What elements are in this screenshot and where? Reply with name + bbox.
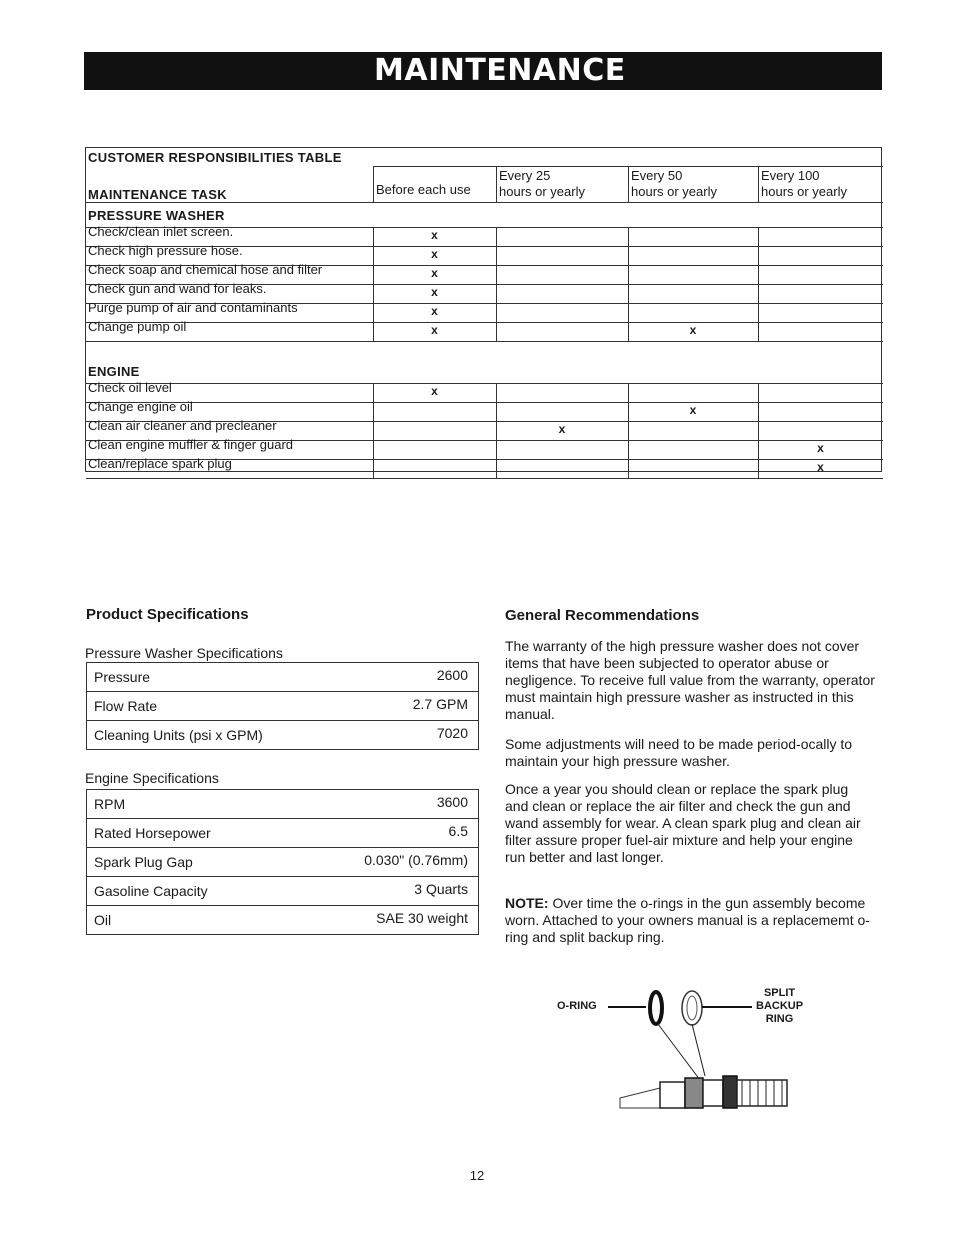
task-cell: Clean engine muffler & finger guard	[88, 438, 293, 452]
table-title: CUSTOMER RESPONSIBILITIES TABLE	[88, 151, 342, 165]
spec-label: Spark Plug Gap	[94, 854, 193, 870]
customer-responsibilities-table	[85, 147, 882, 472]
mark-cell: x	[431, 228, 438, 242]
oring-figure	[600, 980, 820, 1110]
rule	[758, 265, 759, 284]
spec-label: Cleaning Units (psi x GPM)	[94, 727, 263, 743]
rule	[373, 227, 374, 246]
rule	[758, 284, 759, 303]
task-cell: Check oil level	[88, 381, 172, 395]
rule	[373, 402, 374, 421]
rule	[373, 246, 374, 265]
rule	[758, 246, 759, 265]
rule	[628, 440, 629, 459]
mark-cell: x	[817, 441, 824, 455]
column-header: Every 50 hours or yearly	[631, 168, 717, 199]
rule	[373, 303, 374, 322]
task-cell: Change pump oil	[88, 320, 187, 334]
rule	[86, 202, 883, 203]
task-cell: Check high pressure hose.	[88, 244, 243, 258]
header-banner	[84, 52, 882, 90]
rule	[373, 322, 374, 341]
rule	[758, 440, 759, 459]
rule	[496, 459, 497, 478]
spec-value: 2.7 GPM	[412, 696, 468, 712]
spec-label: Oil	[94, 912, 112, 928]
spec-label: Gasoline Capacity	[94, 883, 208, 899]
recommendation-paragraph: Once a year you should clean or replace the spark plug and clean or replace the air filter and check the gun and wand assembly for wear. A clean spark plug and clean air filter assure proper fuel-air mixture and help your engine run better and last longer.	[505, 781, 861, 865]
rule	[628, 303, 629, 322]
spec-value: 2600	[436, 667, 468, 683]
note-paragraph	[505, 895, 875, 946]
rule	[758, 459, 759, 478]
rule	[496, 246, 497, 265]
task-cell: Check gun and wand for leaks.	[88, 282, 267, 296]
oring-label: O-RING	[557, 1000, 597, 1012]
rule	[758, 166, 759, 202]
spec-label: Pressure	[94, 669, 151, 685]
mark-cell: x	[431, 247, 438, 261]
rule	[628, 459, 629, 478]
rule	[373, 440, 374, 459]
spec-value: 0.030" (0.76mm)	[364, 852, 468, 868]
task-cell: Check/clean inlet screen.	[88, 225, 234, 239]
general-recommendations-heading: General Recommendations	[505, 607, 700, 624]
rule	[496, 440, 497, 459]
spec-row	[87, 663, 478, 692]
note-text: Over time the o-rings in the gun assembly become worn. Attached to your owners manual is a replacememt o-ring and split backup ring.	[505, 895, 870, 945]
rule	[496, 265, 497, 284]
rule	[628, 421, 629, 440]
spec-row	[87, 906, 478, 934]
rule	[628, 383, 629, 402]
rule	[628, 322, 629, 341]
rule	[496, 421, 497, 440]
note-label: NOTE:	[505, 895, 549, 911]
rule	[373, 265, 374, 284]
rule	[628, 246, 629, 265]
rule	[628, 284, 629, 303]
task-cell: Purge pump of air and contaminants	[88, 301, 298, 315]
section-header: ENGINE	[88, 365, 140, 379]
rule	[628, 265, 629, 284]
mark-cell: x	[689, 323, 697, 337]
spec-row	[87, 790, 478, 819]
mark-cell: x	[689, 403, 697, 417]
mark-cell: x	[431, 323, 438, 337]
task-cell: Change engine oil	[88, 400, 193, 414]
rule	[628, 402, 629, 421]
spec-value: 6.5	[448, 823, 468, 839]
spec-label: RPM	[94, 796, 126, 812]
rule	[758, 402, 759, 421]
recommendation-paragraph: Some adjustments will need to be made period-ocally to maintain your high pressure washer.	[505, 736, 853, 769]
spec-row	[87, 721, 478, 749]
rule	[373, 284, 374, 303]
page-number: 12	[469, 1168, 485, 1183]
product-specs-heading: Product Specifications	[86, 606, 249, 623]
rule	[86, 341, 883, 342]
spec-value: SAE 30 weight	[376, 910, 468, 926]
rule	[373, 459, 374, 478]
task-cell: Check soap and chemical hose and filter	[88, 263, 323, 277]
spec-value: 3 Quarts	[414, 881, 468, 897]
spec-row	[87, 692, 478, 721]
task-column-header: MAINTENANCE TASK	[88, 188, 227, 202]
task-cell: Clean air cleaner and precleaner	[88, 419, 277, 433]
column-header: Every 25 hours or yearly	[499, 168, 585, 199]
column-header: Every 100 hours or yearly	[761, 168, 847, 199]
column-header: Before each use	[376, 182, 471, 197]
page-title: MAINTENANCE	[374, 53, 626, 88]
spec-label: Rated Horsepower	[94, 825, 211, 841]
spec-label: Flow Rate	[94, 698, 158, 714]
recommendation-paragraph: The warranty of the high pressure washer does not cover items that have been subjected to operator abuse or negligence. To receive full value from the warranty, operator must maintain high pressure washer as instructed in this manual.	[505, 638, 875, 722]
mark-cell: x	[558, 422, 566, 436]
spec-row	[87, 848, 478, 877]
section-header: PRESSURE WASHER	[88, 209, 225, 223]
mark-cell: x	[431, 384, 438, 398]
spec-row	[87, 819, 478, 848]
split-backup-ring-label: SPLIT BACKUP RING	[756, 987, 804, 1025]
rule	[496, 402, 497, 421]
spec-value: 3600	[436, 794, 468, 810]
oring-icon	[650, 992, 662, 1024]
rule	[373, 166, 374, 202]
spec-row	[87, 877, 478, 906]
mark-cell: x	[431, 266, 438, 280]
rule	[758, 227, 759, 246]
mark-cell: x	[431, 304, 438, 318]
rule	[373, 383, 374, 402]
rule	[373, 421, 374, 440]
engine-specs-title: Engine Specifications	[85, 770, 219, 786]
rule	[496, 303, 497, 322]
rule	[496, 383, 497, 402]
rule	[86, 478, 883, 479]
rule	[758, 421, 759, 440]
gun-wand-assembly-icon	[620, 1076, 787, 1108]
rule	[496, 227, 497, 246]
mark-cell: x	[431, 285, 438, 299]
rule	[758, 322, 759, 341]
spec-value: 7020	[436, 725, 468, 741]
engine-specs-table	[86, 789, 479, 935]
pressure-washer-specs-title: Pressure Washer Specifications	[85, 645, 283, 661]
pressure-washer-specs-table	[86, 662, 479, 750]
rule	[758, 303, 759, 322]
rule	[496, 322, 497, 341]
rule	[496, 284, 497, 303]
rule	[758, 383, 759, 402]
mark-cell: x	[817, 460, 824, 474]
rule	[628, 166, 629, 202]
task-cell: Clean/replace spark plug	[88, 457, 232, 471]
rule	[496, 166, 497, 202]
rule	[628, 227, 629, 246]
